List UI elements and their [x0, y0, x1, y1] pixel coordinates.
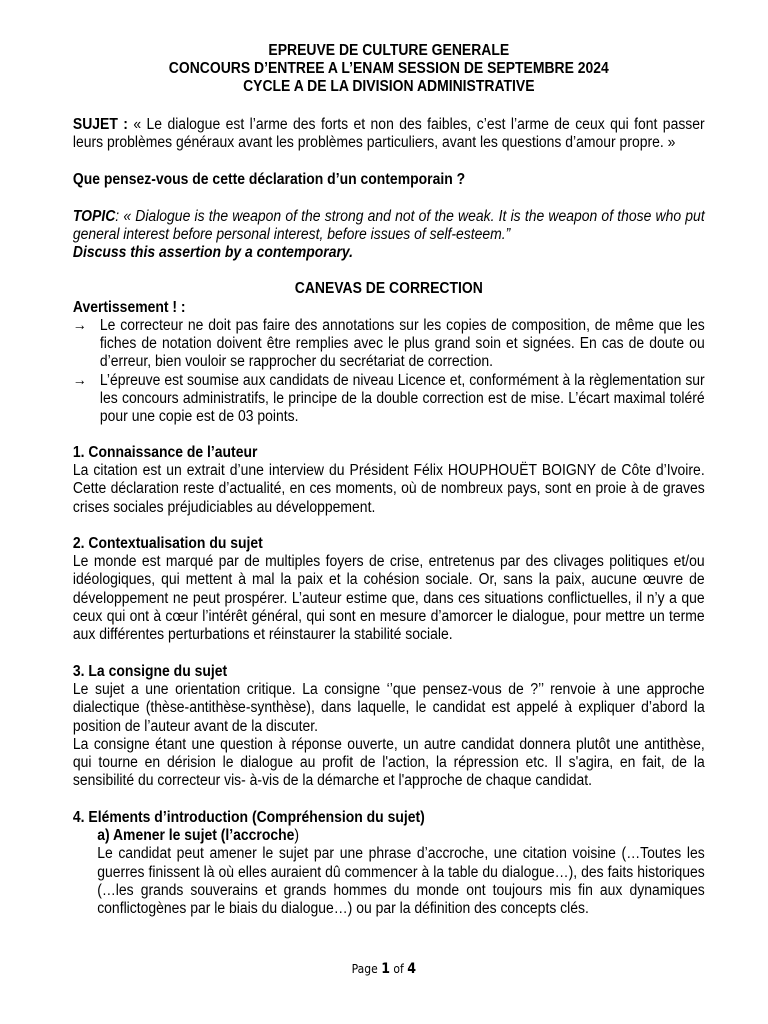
- of-word: of: [389, 962, 408, 976]
- section-2-text: Le monde est marqué par de multiples foyers de crise, entretenus par des clivages politiques et/ou idéologiques, qui mettent à mal la paix et la cohésion sociale. Or, sans la paix, aucune œuvre de développement ne peut prospérer. L’auteur estime que, dans ces situations conflictuelles, il n’y a que ceux qui ont à cœur l’intérêt général, qui sont en mesure d’amorcer le dialogue, pour mettre un terme aux différentes perturbations et réinstaurer la stabilité sociale.: [72, 553, 705, 644]
- section-4a-title: [73, 827, 705, 845]
- section-3: [73, 663, 705, 790]
- topic-question: Discuss this assertion by a contemporary.: [72, 244, 354, 261]
- section-3-text-1: Le sujet a une orientation critique. La consigne ‘’que pensez-vous de ?’’ renvoie à une approche dialectique (thèse-antithèse-synthèse), dans laquelle, le candidat est appelé à expliquer d’abord la position de l’auteur avant de la discuter.: [72, 681, 705, 735]
- page-total: 4: [407, 961, 417, 977]
- page-current: 1: [381, 961, 390, 977]
- section-4a-text: Le candidat peut amener le sujet par une phrase d’accroche, une citation voisine (…Toutes les guerres finissent là où elles auraient dû commencer à la table du dialogue…), des faits historiques (…les grands souverains et grands hommes du monde ont toujours mis fin aux dynamiques conflictogènes par le biais du dialogue…) ou par la définition des concepts clés.: [97, 845, 705, 918]
- sujet-block: [73, 116, 705, 152]
- section-1-text: La citation est un extrait d’une interview du Président Félix HOUPHOUËT BOIGNY de Côte d’Ivoire. Cette déclaration reste d’actualité, en ces moments, où de nombreux pays, sont en proie à de graves crises sociales préjudiciables au développement.: [72, 462, 705, 516]
- section-3-text-2: La consigne étant une question à réponse ouverte, un autre candidat donnera plutôt une antithèse, qui tourne en dérision le dialogue au profit de l'action, la répression etc. Il s'agira, en fait, de la sensibilité du correcteur vis- à-vis de la démarche et l'approche de chaque candidat.: [72, 735, 705, 790]
- section-3-title: 3. La consigne du sujet: [72, 663, 228, 680]
- warning-item-text: Le correcteur ne doit pas faire des annotations sur les copies de composition, de même que les fiches de notation doivent être remplies avec le plus grand soin et signées. En cas de doute ou d’erreur, bien vouloir se rapprocher du secrétariat de correction.: [99, 317, 705, 371]
- warning-item-text: L’épreuve est soumise aux candidats de niveau Licence et, conformément à la règlementation sur les concours administratifs, le principe de la double correction est de mise. L’écart maximal toléré pour une copie est de 03 points.: [99, 371, 705, 426]
- warning-label: Avertissement ! :: [72, 299, 186, 316]
- section-4a-title-paren: ): [294, 827, 300, 845]
- section-2: [73, 535, 705, 644]
- topic-text: : « Dialogue is the weapon of the strong and not of the weak. It is the weapon of those who put general interest before personal interest, before issues of self-esteem.”: [72, 208, 705, 244]
- section-4-title: 4. Eléments d’introduction (Compréhension du sujet): [72, 809, 425, 826]
- sujet-text: « Le dialogue est l’arme des forts et non des faibles, c’est l’arme de ceux qui font passer leurs problèmes généraux avant les problèmes particuliers, avant les questions d’amour propre. »: [72, 116, 705, 152]
- exam-session: CONCOURS D’ENTREE A L’ENAM SESSION DE SEPTEMBRE 2024: [168, 60, 609, 78]
- topic-label: TOPIC: [72, 208, 116, 225]
- section-1-title: 1. Connaissance de l’auteur: [72, 444, 258, 461]
- arrow-icon: →: [72, 317, 87, 334]
- sujet-label: SUJET :: [72, 116, 128, 133]
- page-footer: [0, 960, 768, 978]
- warning-list: [73, 317, 705, 426]
- section-2-title: 2. Contextualisation du sujet: [72, 535, 263, 552]
- page-word: Page: [351, 962, 382, 976]
- canevas-title: CANEVAS DE CORRECTION: [294, 280, 483, 297]
- document-header: [73, 42, 705, 97]
- exam-cycle: CYCLE A DE LA DIVISION ADMINISTRATIVE: [243, 78, 535, 96]
- exam-title: EPREUVE DE CULTURE GENERALE: [268, 42, 510, 59]
- section-4: [73, 809, 705, 918]
- warning-item: [73, 317, 705, 372]
- warning-item: [73, 372, 705, 427]
- arrow-icon: →: [72, 371, 87, 389]
- section-1: [73, 444, 705, 517]
- section-4a-title-text: a) Amener le sujet (l’accroche: [97, 827, 295, 845]
- sujet-question: Que pensez-vous de cette déclaration d’un contemporain ?: [72, 171, 466, 188]
- topic-block: [73, 208, 705, 244]
